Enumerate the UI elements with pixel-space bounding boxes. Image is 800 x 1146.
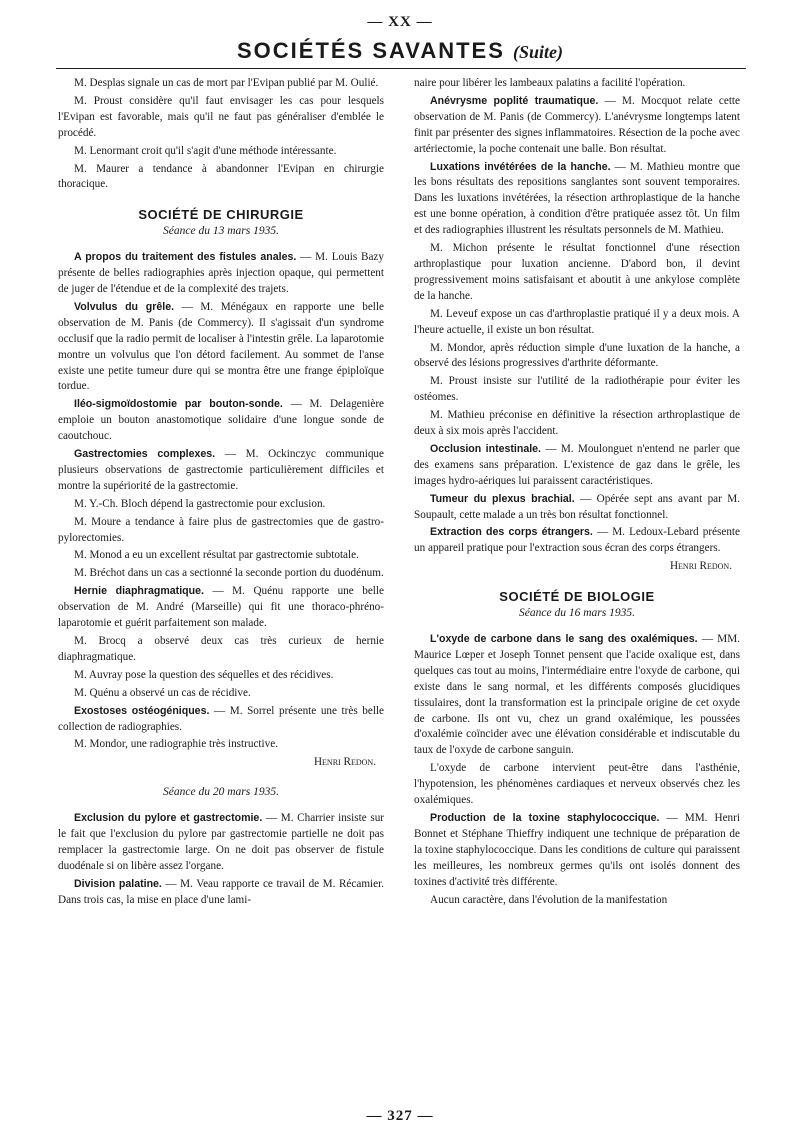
paragraph: M. Quénu a observé un cas de récidive. <box>74 686 251 699</box>
paragraph: M. Proust considère qu'il faut envisager les cas pour lesquels l'Evipan est favorable, mais qu'il ne faut pas généraliser d'emblée le procédé. <box>58 94 384 139</box>
paragraph <box>414 442 740 490</box>
paragraph: M. Lenormant croit qu'il s'agit d'une méthode intéressante. <box>74 144 337 157</box>
topic-heading: Tumeur du plexus brachial. <box>430 492 575 505</box>
paragraph <box>58 250 384 298</box>
paragraph <box>414 632 740 759</box>
section-title-biologie: SOCIÉTÉ DE BIOLOGIE <box>499 589 655 605</box>
topic-heading: A propos du traitement des fistules anales. <box>74 251 297 264</box>
topic-heading: Occlusion intestinale. <box>430 442 542 455</box>
header-rule <box>56 68 746 69</box>
paragraph <box>58 811 384 875</box>
paragraph <box>58 704 384 736</box>
paragraph-text: — M. Ménégaux en rapporte une belle observation de M. Panis (de Commercy). Il s'agissait d'un syndrome occlusif que la radio permit de localiser à l'intestin grêle. La laparotomie montre un volvulus que l'on détord facilement. Au sommet de l'anse existe une petite tumeur dure qui se montra être une frange épiploïque tordue. <box>58 300 384 393</box>
paragraph-text: — M. Louis Bazy présente de belles radiographies après injection opaque, qui permettent de juger de l'étendue et de la complexité des trajets. <box>58 251 384 295</box>
paragraph-text: — M. Delagenière emploie un bouton anastomotique solidaire d'une longue sonde de caoutchouc. <box>58 398 385 443</box>
paragraph-text: — M. Sorrel présente une très belle collection de radiographies. <box>58 704 385 733</box>
topic-heading: L'oxyde de carbone dans le sang des oxalémiques. <box>430 633 698 645</box>
paragraph <box>414 525 740 557</box>
signature: Henri Redon. <box>313 756 376 769</box>
session-date: Séance du 16 mars 1935. <box>519 607 635 620</box>
topic-heading: Exostoses ostéogéniques. <box>74 704 210 717</box>
left-column <box>58 76 384 911</box>
session-date: Séance du 13 mars 1935. <box>163 225 279 238</box>
topic-heading: Iléo-sigmoïdostomie par bouton-sonde. <box>74 398 283 411</box>
topic-heading: Luxations invétérées de la hanche. <box>430 160 611 173</box>
paragraph-text: — MM. Maurice Lœper et Joseph Tonnet pensent que l'acide oxalique est, dans quelques cas tout au moins, l'intermédiaire entre l'oxyde de carbone, qui existe dans le sang normal, et les différents composés glucidiques tissulaires, dont la transformation est la principale origine de cet oxyde de carbone. Ils ont vu, chez un grand oxalémique, les poussées d'oxalémie coïncider avec une élévation considérable et indiscutable du taux de l'oxyde de carbone sanguin. <box>414 633 740 757</box>
topic-heading: Exclusion du pylore et gastrectomie. <box>74 812 263 825</box>
paragraph <box>58 447 384 495</box>
paragraph-text: — Opérée sept ans avant par M. Soupault, cette malade a un très bon résultat fonctionnel. <box>414 492 740 521</box>
roman-folio: — XX — <box>367 14 433 30</box>
topic-heading: Extraction des corps étrangers. <box>430 526 593 539</box>
paragraph: M. Leveuf expose un cas d'arthroplastie pratiqué il y a deux mois. A l'heure actuelle, il existe un bon résultat. <box>414 307 740 336</box>
paragraph: M. Mathieu préconise en définitive la résection arthroplastique de deux à six mois après l'accident. <box>414 409 740 438</box>
section-banner <box>0 38 800 64</box>
session-date: Séance du 20 mars 1935. <box>163 786 279 799</box>
paragraph <box>414 492 740 524</box>
paragraph: L'oxyde de carbone intervient peut-être dans l'asthénie, l'hypotension, les phénomènes cardiaques et nerveux observés chez les oxalémiques. <box>414 762 740 807</box>
paragraph: M. Monod a eu un excellent résultat par gastrectomie subtotale. <box>74 549 359 562</box>
paragraph: M. Brocq a observé deux cas très curieux de hernie diaphragmatique. <box>58 635 384 663</box>
section-title-chirurgie: SOCIÉTÉ DE CHIRURGIE <box>138 207 304 223</box>
paragraph: M. Proust insiste sur l'utilité de la radiothérapie pour éviter les ostéomes. <box>414 375 740 404</box>
page-number: — 327 — <box>366 1108 434 1124</box>
paragraph-text: — M. Quénu rapporte une belle observation de M. André (Marseille) qui fit une thoraco-phréno-laparotomie et guérit parfaitement son malade. <box>58 585 384 630</box>
paragraph <box>58 584 384 632</box>
paragraph <box>58 300 384 395</box>
paragraph: M. Moure a tendance à faire plus de gastrectomies que de gastro-pylorectomies. <box>58 515 384 544</box>
paragraph: M. Maurer a tendance à abandonner l'Evipan en chirurgie thoracique. <box>58 162 384 191</box>
topic-heading: Volvulus du grêle. <box>74 300 175 313</box>
paragraph: M. Auvray pose la question des séquelles et des récidives. <box>74 668 334 681</box>
paragraph-text: — M. Veau rapporte ce travail de M. Récamier. Dans trois cas, la mise en place d'une lami- <box>58 877 384 906</box>
topic-heading: Production de la toxine staphylococcique. <box>430 811 660 824</box>
paragraph <box>414 811 740 891</box>
paragraph-text: — M. Charrier insiste sur le fait que l'exclusion du pylore par gastrectomie partielle ne doit pas remplacer la gastrectomie large. On ne doit pas observer de fistule duodénale si on libère assez l'organe. <box>58 812 385 872</box>
paragraph-text: — M. Mathieu montre que les bons résultats des repositions sanglantes sont souvent temporaires. Dans les luxations invétérées, la résection arthroplastique de la hanche est une bonne opération, à condition d'être pratiquée assez tôt. Un film et des radiographies illustrent les résultats personnels de M. Mathieu. <box>414 160 740 237</box>
paragraph: M. Desplas signale un cas de mort par l'Evipan publié par M. Oulié. <box>74 77 379 89</box>
right-column <box>414 76 740 910</box>
paragraph: M. Y.-Ch. Bloch dépend la gastrectomie pour exclusion. <box>74 497 326 510</box>
paragraph <box>414 160 740 240</box>
paragraph-text: — M. Mocquot relate cette observation de M. Panis (de Commercy). L'anévrysme longtemps latent finit par présenter des signes inflammatoires. Résection de la poche avec artériectomie, la poche contenait une balle. Bon résultat. <box>414 94 741 155</box>
paragraph-text: — M. Ledoux-Lebard présente un appareil pratique pour l'extraction sous écran des corps étrangers. <box>414 526 741 555</box>
paragraph <box>58 397 384 445</box>
paragraph: M. Michon présente le résultat fonctionnel d'une résection arthroplastique pour luxation ancienne. D'abord bon, il devint progressivement moins satisfaisant et aboutit à une ankylose complète de la hanche. <box>414 242 740 302</box>
signature: Henri Redon. <box>669 560 732 573</box>
paragraph <box>58 877 384 909</box>
paragraph: M. Mondor, après réduction simple d'une luxation de la hanche, a observé des lésions progressives d'arthrite déformante. <box>414 341 740 370</box>
banner-title: SOCIÉTÉS SAVANTES <box>236 38 505 63</box>
topic-heading: Division palatine. <box>74 877 162 890</box>
paragraph: Aucun caractère, dans l'évolution de la manifestation <box>430 893 668 906</box>
paragraph-text: — M. Ockinczyc communique plusieurs observations de gastrectomie particulièrement difficiles et montre la supériorité de la gastrectomie. <box>58 448 384 492</box>
topic-heading: Anévrysme poplité traumatique. <box>430 94 599 107</box>
topic-heading: Hernie diaphragmatique. <box>74 585 204 598</box>
paragraph: M. Mondor, une radiographie très instructive. <box>74 738 278 751</box>
paragraph-text: — M. Moulonguet n'entend ne parler que des examens sans préparation. L'existence de gaz dans le grêle, les images hydro-aériques lui paraissent caractéristiques. <box>414 442 741 487</box>
banner-suite: (Suite) <box>513 42 564 62</box>
paragraph: M. Bréchot dans un cas a sectionné la seconde portion du duodénum. <box>74 567 384 580</box>
paragraph-text: — MM. Henri Bonnet et Stéphane Thieffry indiquent une technique de préparation de la toxine staphylococcique. Dans les conditions de culture qui paraissent les meilleures, les nombreux germes qu'ils ont isolés donnent des toxines d'activité très différente. <box>414 811 740 888</box>
paragraph <box>414 94 740 158</box>
topic-heading: Gastrectomies complexes. <box>74 448 216 461</box>
paragraph: naire pour libérer les lambeaux palatins a facilité l'opération. <box>414 77 686 89</box>
